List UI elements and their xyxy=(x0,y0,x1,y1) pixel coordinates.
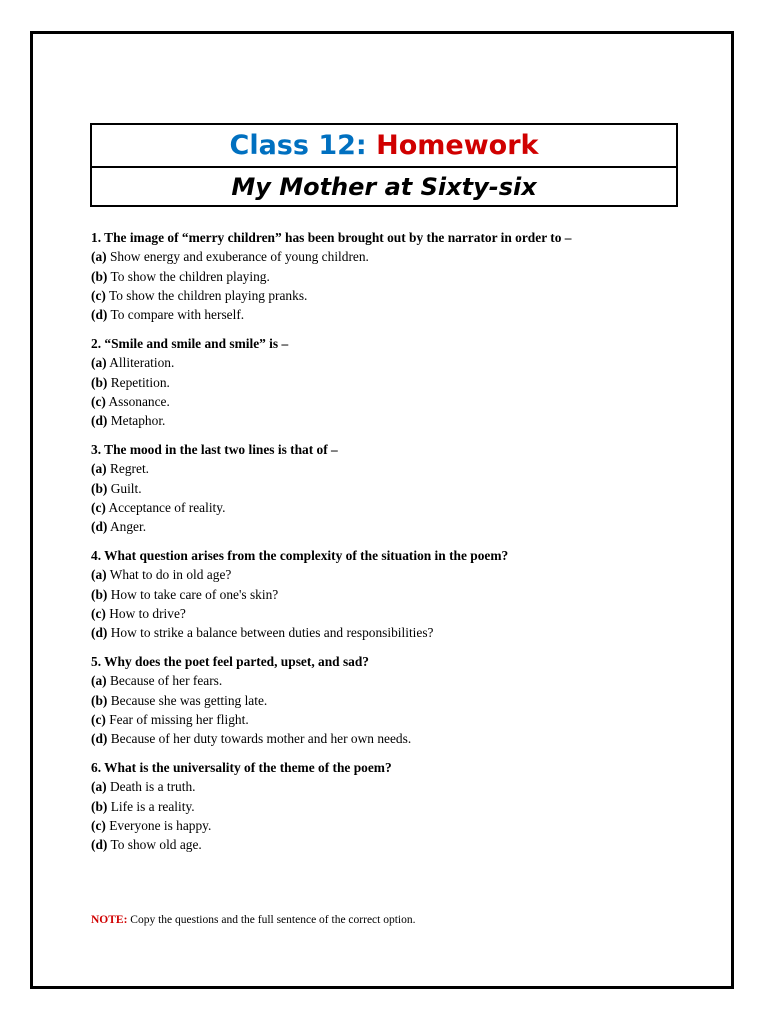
option-text: Alliteration. xyxy=(106,355,175,371)
option-letter: (c) xyxy=(91,393,106,409)
option-text: Assonance. xyxy=(105,393,170,409)
question-text: 1. The image of “merry children” has been brought out by the narrator in order to – xyxy=(91,230,572,245)
page-title xyxy=(92,125,676,168)
option-c xyxy=(91,710,711,729)
option-a xyxy=(91,565,711,584)
option-text: Guilt. xyxy=(107,480,142,496)
option-text: How to strike a balance between duties and responsibilities? xyxy=(107,625,434,641)
option-letter: (c) xyxy=(91,817,106,833)
option-text: Regret. xyxy=(106,461,150,477)
option-text: Because she was getting late. xyxy=(107,692,268,708)
option-text: What to do in old age? xyxy=(106,567,232,583)
option-b xyxy=(91,267,711,286)
option-text: Because of her duty towards mother and her own needs. xyxy=(107,731,412,747)
option-text: Life is a reality. xyxy=(107,798,195,814)
option-a xyxy=(91,671,711,690)
question-text: 6. What is the universality of the theme of the poem? xyxy=(91,759,392,775)
option-letter: (d) xyxy=(91,625,108,641)
option-d xyxy=(91,411,711,430)
option-d xyxy=(91,729,711,748)
option-c xyxy=(91,286,711,305)
option-letter: (b) xyxy=(91,692,108,708)
question-list xyxy=(91,228,711,864)
option-letter: (a) xyxy=(91,249,107,265)
option-c xyxy=(91,604,711,623)
option-text: How to drive? xyxy=(105,605,186,621)
question-text: 3. The mood in the last two lines is that of – xyxy=(91,441,338,457)
option-letter: (a) xyxy=(91,567,107,583)
option-b xyxy=(91,691,711,710)
question-4 xyxy=(91,546,711,642)
option-letter: (d) xyxy=(91,519,108,535)
option-text: To compare with herself. xyxy=(107,307,245,323)
option-text: Death is a truth. xyxy=(106,779,196,795)
option-d xyxy=(91,517,711,536)
option-letter: (b) xyxy=(91,480,108,496)
class-label: Class 12: xyxy=(229,130,377,161)
option-b xyxy=(91,585,711,604)
option-letter: (d) xyxy=(91,413,108,429)
title-box xyxy=(90,123,678,207)
option-a xyxy=(91,353,711,372)
option-text: Fear of missing her flight. xyxy=(105,711,249,727)
option-letter: (b) xyxy=(91,586,108,602)
note-text: Copy the questions and the full sentence of the correct option. xyxy=(127,914,416,926)
option-text: Show energy and exuberance of young children. xyxy=(106,249,369,265)
option-text: To show the children playing. xyxy=(107,268,270,284)
option-letter: (c) xyxy=(91,711,106,727)
option-d xyxy=(91,623,711,642)
option-text: Repetition. xyxy=(107,374,170,390)
question-5 xyxy=(91,652,711,748)
option-b xyxy=(91,797,711,816)
option-letter: (a) xyxy=(91,673,107,689)
option-letter: (a) xyxy=(91,461,107,477)
option-text: Anger. xyxy=(107,519,147,535)
option-letter: (a) xyxy=(91,355,107,371)
option-letter: (a) xyxy=(91,779,107,795)
option-letter: (d) xyxy=(91,307,108,323)
chapter-title: My Mother at Sixty-six xyxy=(231,172,537,201)
question-1 xyxy=(91,228,711,324)
option-letter: (c) xyxy=(91,605,106,621)
option-a xyxy=(91,777,711,796)
option-text: Acceptance of reality. xyxy=(105,499,226,515)
option-letter: (b) xyxy=(91,374,108,390)
question-6 xyxy=(91,758,711,854)
option-text: To show old age. xyxy=(107,837,202,853)
option-letter: (b) xyxy=(91,798,108,814)
option-c xyxy=(91,392,711,411)
homework-label: Homework xyxy=(376,130,539,161)
option-d xyxy=(91,835,711,854)
option-letter: (b) xyxy=(91,268,108,284)
option-letter: (d) xyxy=(91,731,108,747)
option-letter: (d) xyxy=(91,837,108,853)
option-text: How to take care of one's skin? xyxy=(107,586,279,602)
option-b xyxy=(91,373,711,392)
note xyxy=(91,914,415,926)
option-letter: (c) xyxy=(91,287,106,303)
question-2 xyxy=(91,334,711,430)
option-a xyxy=(91,247,711,266)
question-text: 4. What question arises from the complexity of the situation in the poem? xyxy=(91,547,509,563)
option-b xyxy=(91,479,711,498)
question-text: 2. “Smile and smile and smile” is – xyxy=(91,335,289,351)
option-c xyxy=(91,816,711,835)
option-d xyxy=(91,305,711,324)
option-text: To show the children playing pranks. xyxy=(105,287,308,303)
option-a xyxy=(91,459,711,478)
question-3 xyxy=(91,440,711,536)
option-c xyxy=(91,498,711,517)
option-text: Everyone is happy. xyxy=(105,817,212,833)
option-text: Because of her fears. xyxy=(106,673,223,689)
option-letter: (c) xyxy=(91,499,106,515)
note-label: NOTE: xyxy=(91,914,128,926)
question-text: 5. Why does the poet feel parted, upset, and sad? xyxy=(91,653,369,669)
option-text: Metaphor. xyxy=(107,413,166,429)
